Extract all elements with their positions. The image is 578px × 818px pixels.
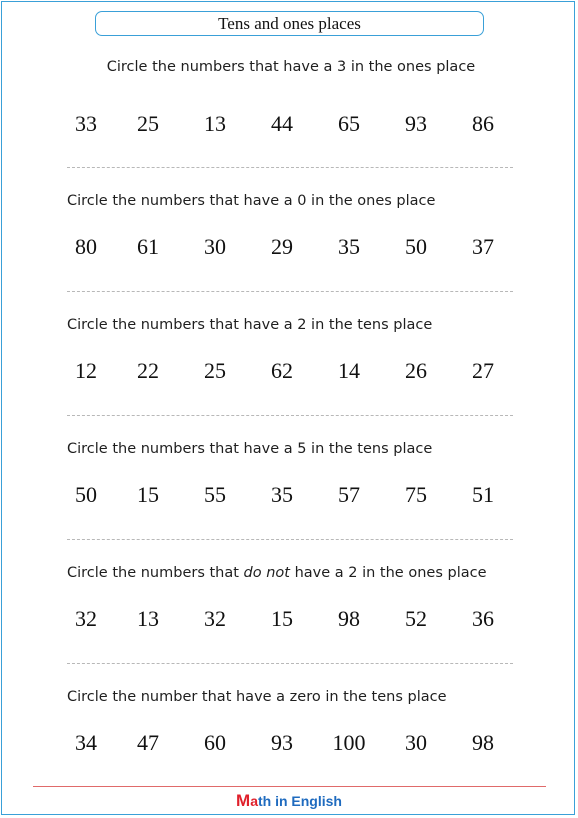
number-option[interactable]: 93	[271, 730, 293, 755]
number-option[interactable]: 57	[338, 482, 360, 507]
number-option[interactable]: 44	[271, 111, 293, 136]
section-divider	[67, 415, 513, 416]
number-option[interactable]: 25	[204, 358, 226, 383]
logo-text: th in English	[257, 793, 342, 809]
number-option[interactable]: 32	[204, 606, 226, 631]
question-4-text: Circle the numbers that have a 5 in the tens place	[67, 441, 433, 457]
question-5-text-end: have a 2 in the ones place	[289, 565, 487, 581]
number-option[interactable]: 15	[271, 606, 293, 631]
number-option[interactable]: 33	[75, 111, 97, 136]
number-option[interactable]: 29	[271, 234, 293, 259]
question-3-instruction	[67, 317, 432, 333]
section-divider	[67, 663, 513, 664]
section-divider	[67, 167, 513, 168]
question-5-instruction	[67, 565, 487, 581]
number-option[interactable]: 34	[75, 730, 97, 755]
number-option[interactable]: 61	[137, 234, 159, 259]
number-option[interactable]: 35	[271, 482, 293, 507]
number-option[interactable]: 100	[332, 730, 366, 755]
number-option[interactable]: 22	[137, 358, 159, 383]
number-option[interactable]: 80	[75, 234, 97, 259]
logo-letter-a: a	[250, 793, 258, 809]
number-option[interactable]: 98	[338, 606, 360, 631]
footer-divider	[33, 786, 546, 787]
number-option[interactable]: 14	[338, 358, 360, 383]
number-option[interactable]: 37	[472, 234, 494, 259]
number-option[interactable]: 86	[472, 111, 494, 136]
number-option[interactable]: 13	[204, 111, 226, 136]
section-divider	[67, 539, 513, 540]
number-option[interactable]: 65	[338, 111, 360, 136]
number-option[interactable]: 47	[137, 730, 159, 755]
question-1-text: Circle the numbers that have a 3 in the ones place	[106, 59, 476, 75]
number-option[interactable]: 35	[338, 234, 360, 259]
number-option[interactable]: 27	[472, 358, 494, 383]
number-option[interactable]: 93	[405, 111, 427, 136]
question-2-text: Circle the numbers that have a 0 in the ones place	[67, 193, 436, 209]
number-option[interactable]: 51	[472, 482, 494, 507]
question-5-text-start: Circle the numbers that	[67, 565, 244, 581]
number-option[interactable]: 25	[137, 111, 159, 136]
number-option[interactable]: 98	[472, 730, 494, 755]
question-2-instruction	[67, 193, 435, 209]
number-option[interactable]: 55	[204, 482, 226, 507]
number-option[interactable]: 12	[75, 358, 97, 383]
number-option[interactable]: 30	[405, 730, 427, 755]
number-option[interactable]: 26	[405, 358, 427, 383]
page-title: Tens and ones places	[95, 11, 484, 36]
number-option[interactable]: 75	[405, 482, 427, 507]
number-option[interactable]: 60	[204, 730, 226, 755]
number-option[interactable]: 36	[472, 606, 494, 631]
number-option[interactable]: 30	[204, 234, 226, 259]
math-in-english-logo[interactable]	[0, 791, 578, 811]
number-option[interactable]: 50	[405, 234, 427, 259]
number-option[interactable]: 15	[137, 482, 159, 507]
question-4-instruction	[67, 441, 432, 457]
question-1-instruction	[0, 59, 578, 75]
question-6-instruction	[67, 689, 447, 705]
number-option[interactable]: 62	[271, 358, 293, 383]
question-6-text: Circle the number that have a zero in the tens place	[67, 689, 447, 705]
question-3-text: Circle the numbers that have a 2 in the tens place	[67, 317, 433, 333]
section-divider	[67, 291, 513, 292]
number-option[interactable]: 32	[75, 606, 97, 631]
number-option[interactable]: 13	[137, 606, 159, 631]
number-option[interactable]: 52	[405, 606, 427, 631]
number-option[interactable]: 50	[75, 482, 97, 507]
logo-letter-m: M	[236, 791, 251, 810]
question-5-emphasis: do not	[243, 565, 290, 581]
